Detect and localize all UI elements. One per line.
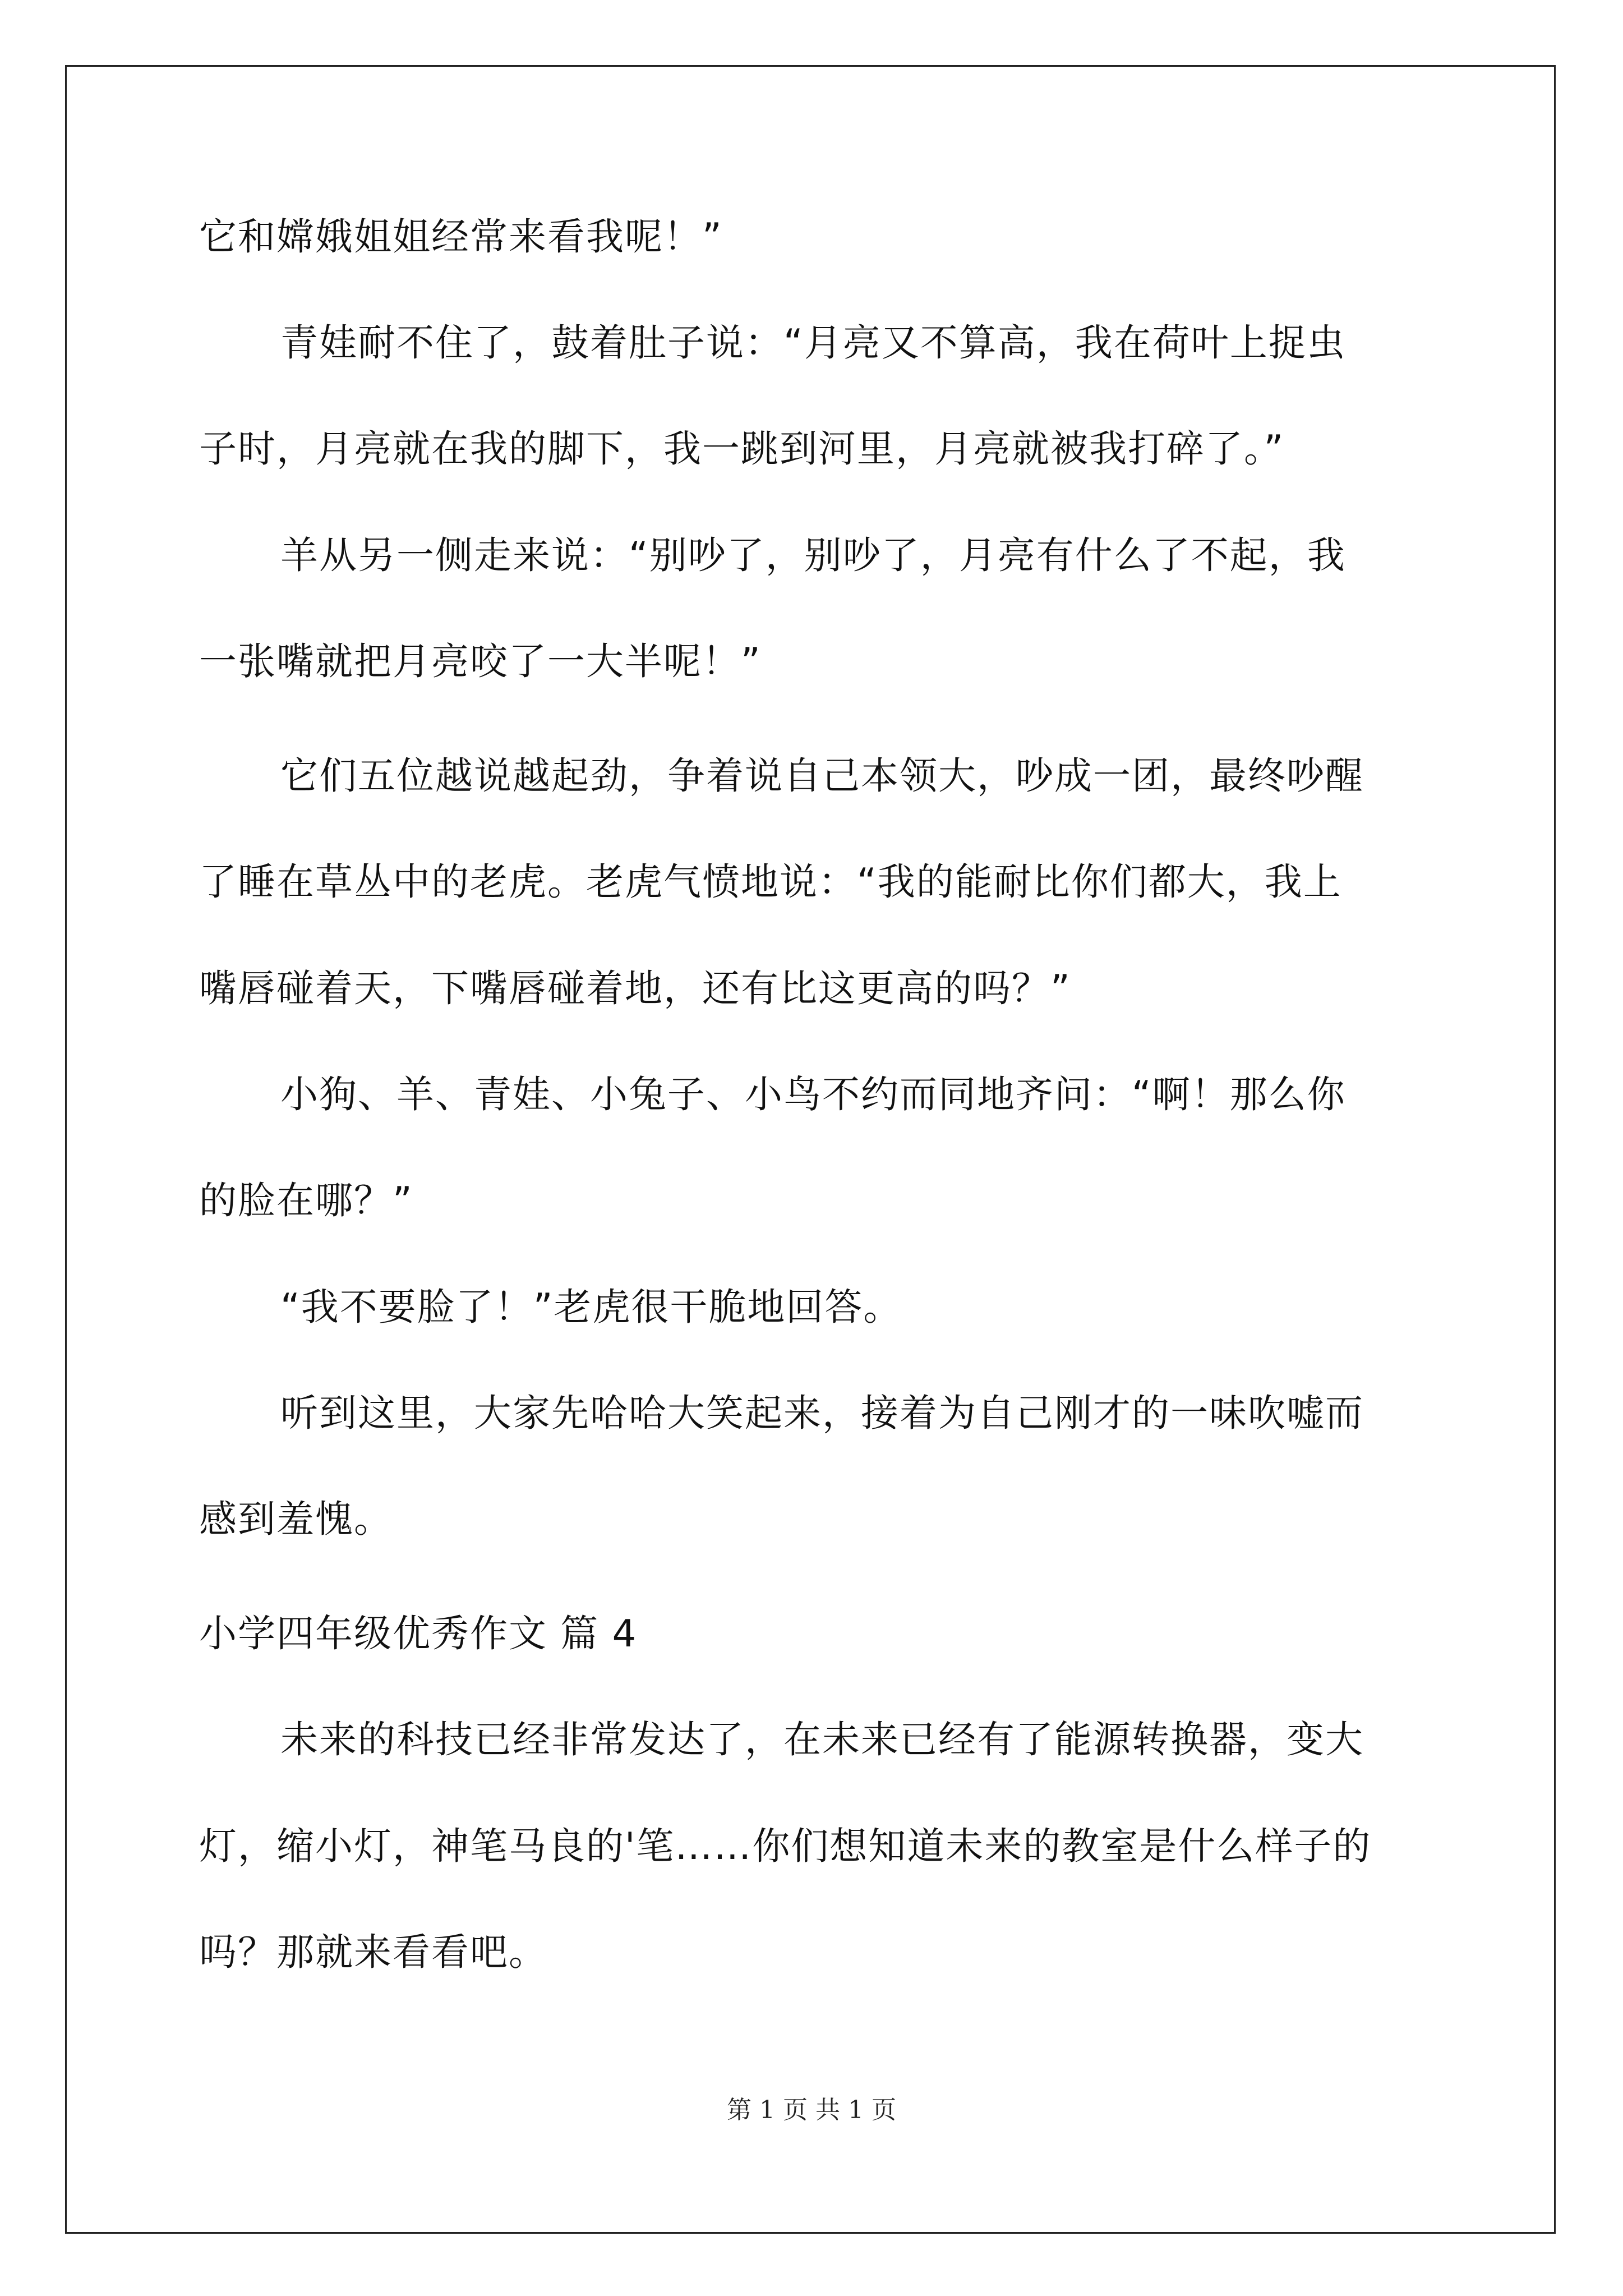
- text-line-12: 听到这里，大家先哈哈大笑起来，接着为自己刚才的一味吹嘘而: [280, 1391, 1364, 1435]
- text-line-5: 一张嘴就把月亮咬了一大半呢！”: [199, 639, 762, 683]
- text-line-4: 羊从另一侧走来说：“别吵了，别吵了，月亮有什么了不起，我: [280, 533, 1346, 577]
- text-line-14: 未来的科技已经非常发达了，在未来已经有了能源转换器，变大: [280, 1718, 1364, 1761]
- text-line-1: 它和嫦娥姐姐经常来看我呢！”: [199, 215, 723, 259]
- text-line-10: 的脸在哪？”: [199, 1179, 413, 1222]
- page-border: [65, 65, 1556, 2234]
- text-line-3: 子时，月亮就在我的脚下，我一跳到河里，月亮就被我打碎了。”: [199, 427, 1285, 471]
- text-line-11: “我不要脸了！”老虎很干脆地回答。: [280, 1285, 902, 1329]
- text-line-6: 它们五位越说越起劲，争着说自己本领大，吵成一团，最终吵醒: [280, 754, 1364, 798]
- text-line-15: 灯，缩小灯，神笔马良的'笔……你们想知道未来的教室是什么样子的: [199, 1824, 1372, 1868]
- text-line-2: 青娃耐不住了，鼓着肚子说：“月亮又不算高，我在荷叶上捉虫: [280, 321, 1346, 365]
- text-line-7: 了睡在草丛中的老虎。老虎气愤地说：“我的能耐比你们都大，我上: [199, 860, 1342, 904]
- section-heading: 小学四年级优秀作文 篇 4: [199, 1612, 638, 1655]
- text-line-16: 吗？那就来看看吧。: [199, 1930, 547, 1974]
- text-line-9: 小狗、羊、青娃、小兔子、小鸟不约而同地齐问：“啊！那么你: [280, 1073, 1346, 1116]
- text-line-13: 感到羞愧。: [199, 1497, 393, 1541]
- page-number-footer: 第 1 页 共 1 页: [727, 2096, 896, 2124]
- text-line-8: 嘴唇碰着天，下嘴唇碰着地，还有比这更高的吗？”: [199, 967, 1071, 1010]
